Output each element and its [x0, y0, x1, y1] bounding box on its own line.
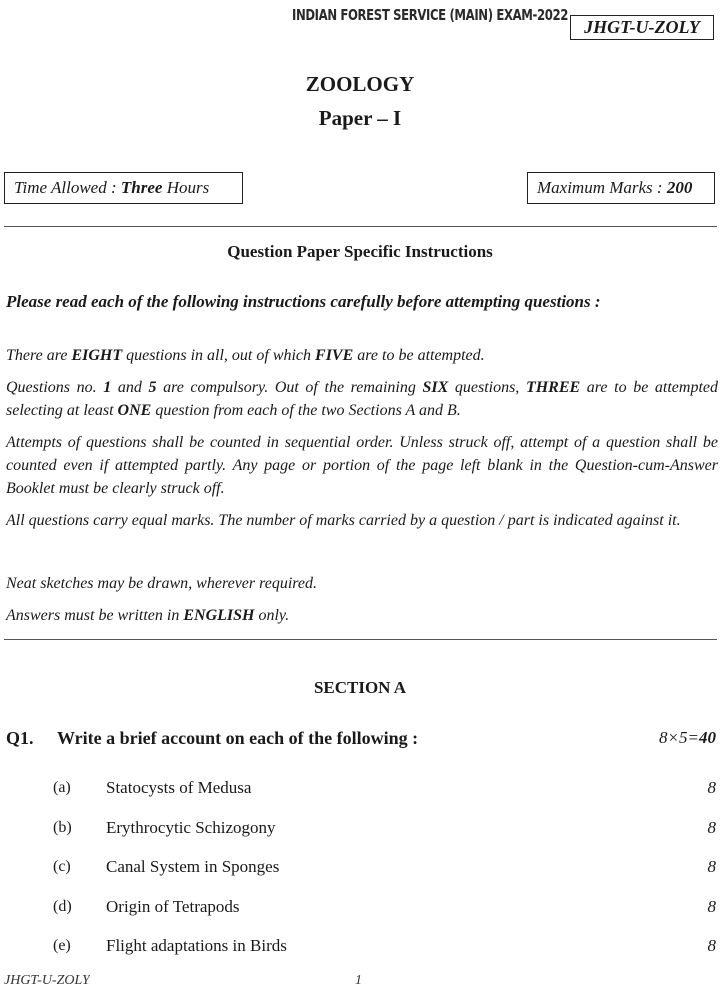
part-text: Erythrocytic Schizogony	[106, 818, 276, 837]
instruction-sketches: Neat sketches may be drawn, wherever required.	[6, 575, 318, 592]
instructions-lead: Please read each of the following instructions carefully before attempting questions :	[6, 292, 601, 311]
divider	[4, 226, 717, 227]
paper-code-box: JHGT-U-ZOLY	[570, 15, 714, 40]
time-label: Time Allowed :	[14, 178, 117, 197]
question-marks: 8×5=40	[659, 728, 716, 747]
part-text: Statocysts of Medusa	[106, 778, 252, 797]
question-text: Write a brief account on each of the following :	[57, 728, 419, 748]
divider	[4, 639, 717, 640]
instructions-heading: Question Paper Specific Instructions	[227, 242, 493, 261]
marks-value: 200	[666, 178, 693, 197]
instruction-equal-marks: All questions carry equal marks. The number of marks carried by a question / part is indicated against it.	[6, 512, 681, 529]
instruction-language: Answers must be written in ENGLISH only.	[6, 607, 290, 624]
part-text: Canal System in Sponges	[106, 857, 280, 876]
part-marks: 8	[707, 818, 716, 837]
part-letter: (c)	[53, 858, 71, 875]
part-letter: (b)	[53, 819, 72, 836]
question-number: Q1.	[6, 728, 34, 748]
subject-title: ZOOLOGY	[305, 72, 415, 96]
exam-stamp: INDIAN FOREST SERVICE (MAIN) EXAM-2022	[292, 6, 568, 24]
part-letter: (e)	[53, 937, 71, 954]
part-marks: 8	[707, 857, 716, 876]
time-allowed-box	[4, 172, 243, 204]
page-number: 1	[355, 974, 362, 985]
part-letter: (a)	[53, 779, 71, 796]
part-text: Flight adaptations in Birds	[106, 936, 287, 955]
time-unit: Hours	[166, 178, 210, 197]
part-marks: 8	[707, 897, 716, 916]
instruction-compulsory: Questions no. 1 and 5 are compulsory. Out of the remaining SIX questions, THREE are to be attempted selecting at least ONE question from each of the two Sections A and B.	[6, 379, 719, 419]
paper-title: Paper – I	[318, 106, 402, 130]
part-letter: (d)	[53, 898, 72, 915]
maximum-marks-box	[527, 172, 715, 204]
section-heading: SECTION A	[313, 678, 407, 697]
part-text: Origin of Tetrapods	[106, 897, 240, 916]
marks-label: Maximum Marks :	[537, 178, 663, 197]
part-marks: 8	[707, 778, 716, 797]
time-value: Three	[120, 178, 163, 197]
footer-paper-code: JHGT-U-ZOLY	[4, 974, 90, 985]
instruction-sequential-order: Attempts of questions shall be counted in sequential order. Unless struck off, attempt of a question shall be counted even if attempted partly. Any page or portion of the page left blank in the Question-cum-Answer Booklet must be clearly struck off.	[6, 434, 718, 497]
part-marks: 8	[707, 936, 716, 955]
instruction-eight-questions: There are EIGHT questions in all, out of which FIVE are to be attempted.	[6, 347, 485, 364]
